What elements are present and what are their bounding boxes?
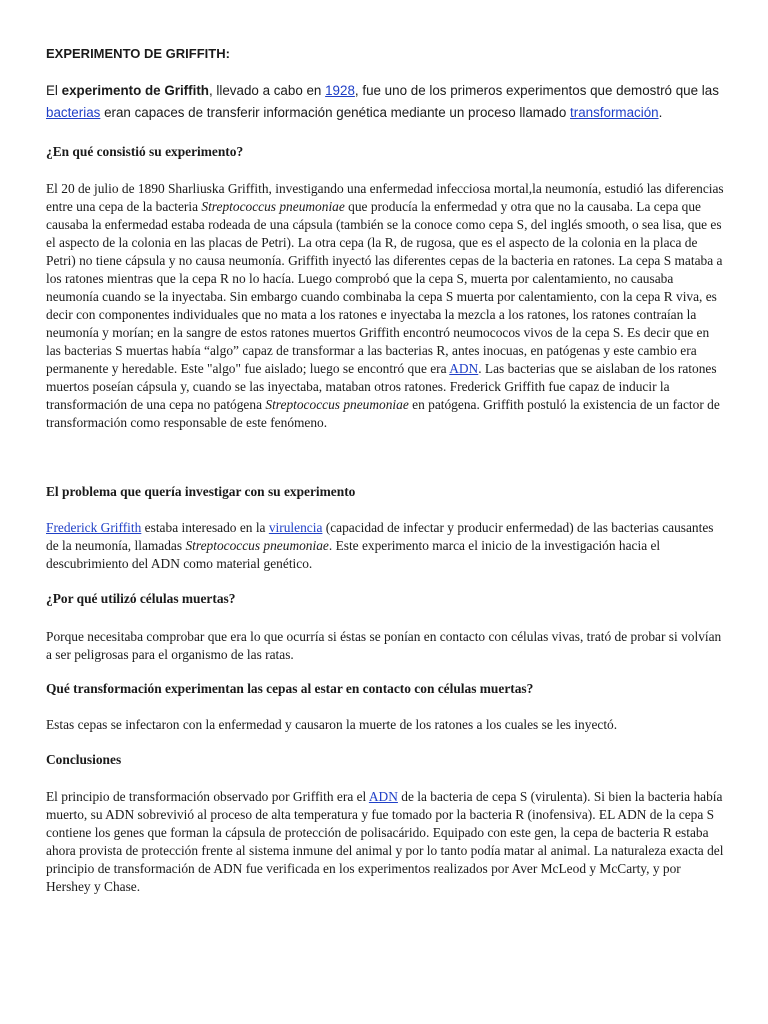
link-adn-conclusiones[interactable]: ADN (368, 789, 398, 804)
link-adn[interactable]: ADN (449, 361, 479, 376)
link-frederick-griffith[interactable]: Frederick Griffith (46, 520, 142, 535)
paragraph-text: que producía la enfermedad y otra que no la causaba. La cepa que causaba la enfermedad estaba rodeada de una cápsula (también se la conoce como cepa S, del inglés smooth, o sea lisa, que es el aspecto de la colonia en las placas de Petri). La otra cepa (la R, de rugosa, que es el aspecto de la colonia en la placa de Petri) no tiene cápsula y no causa neumonía. Griffith inyectó las diferentes cepas de la bacteria en ratones. La cepa S mataba a los ratones mientras que la cepa R no lo hacía. Luego comprobó que la cepa S, muerta por calentamiento, no causaba neumonía cuando se la inyectaba. Sin embargo cuando combinaba la cepa S muerta por calentamiento, con la cepa R viva, es decir con componentes individuales que no mata a los ratones e inyectaba la mezcla a los ratones, los ratones contraían la neumonía y morían; en la sangre de estos ratones muertos Griffith encontró neumococos vivos de la cepa S. Es decir que en las bacterias S muertas había “algo” capaz de transformar a las bacterias R, antes inocuas, en patógenas y este cambio era permanente y heredable. Este "algo" fue aislado; luego se encontró que era (46, 199, 723, 376)
heading-problema: El problema que quería investigar con su experimento (46, 484, 356, 499)
paragraph-text: (capacidad de infectar y producir enfermedad) de las bacterias causantes de la neumonía, llamadas (46, 520, 714, 553)
species-name: Streptococcus pneumoniae (185, 538, 329, 553)
paragraph-conclusiones (46, 788, 724, 896)
intro-text: , llevado a cabo en (208, 83, 326, 98)
intro-paragraph (46, 80, 726, 124)
species-name: Streptococcus pneumoniae (265, 397, 409, 412)
link-1928[interactable]: 1928 (325, 83, 355, 98)
link-virulencia[interactable]: virulencia (268, 520, 323, 535)
link-transformacion[interactable]: transformación (570, 105, 659, 120)
intro-text: eran capaces de transferir información genética mediante un proceso llamado (100, 105, 571, 120)
intro-bold-term: experimento de Griffith (61, 83, 209, 98)
paragraph-problema (46, 519, 724, 573)
heading-celulas-muertas: ¿Por qué utilizó células muertas? (46, 591, 236, 606)
heading-experimento: ¿En qué consistió su experimento? (46, 144, 244, 159)
paragraph-celulas-muertas: Porque necesitaba comprobar que era lo que ocurría si éstas se ponían en contacto con células vivas, trató de probar si volvían a ser peligrosas para el organismo de las ratas. (46, 629, 722, 662)
paragraph-text: de la bacteria de cepa S (virulenta). Si bien la bacteria había muerto, su ADN sobrevivió al proceso de alta temperatura y fue tomado por la bacteria R (inofensiva). EL ADN de la cepa S contiene los genes que forman la cápsula de protección de polisacárido. Equipado con este gen, la cepa de bacteria R estaba ahora provista de protección frente al sistema inmune del animal y por lo tanto podía matar al animal. La naturaleza exacta del principio de transformación de ADN fue verificada en los experimentos realizados por Aver McLeod y McCarty, y por Hershey y Chase. (46, 789, 724, 894)
intro-text: El (46, 83, 62, 98)
paragraph-text: . Las bacterias que se aislaban de los ratones muertos poseían cápsula y, cuando se las inyectaba, mataban otros ratones. Frederick Griffith fue capaz de inducir la transformación de una cepa no patógena (46, 361, 717, 412)
paragraph-text: . Este experimento marca el inicio de la investigación hacia el descubrimiento del ADN como material genético. (46, 538, 661, 571)
document-title: EXPERIMENTO DE GRIFFITH: (46, 46, 230, 61)
paragraph-experimento (46, 180, 724, 432)
species-name: Streptococcus pneumoniae (201, 199, 345, 214)
paragraph-text: El 20 de julio de 1890 Sharliuska Griffith, investigando una enfermedad infecciosa mortal,la neumonía, estudió las diferencias entre una cepa de la bacteria (46, 181, 724, 214)
intro-text: , fue uno de los primeros experimentos que demostró que las (354, 83, 719, 98)
heading-conclusiones: Conclusiones (46, 752, 122, 767)
paragraph-text: en patógena. Griffith postuló la existencia de un factor de transformación como responsable de este fenómeno. (46, 397, 720, 430)
intro-text: . (658, 105, 663, 120)
link-bacterias[interactable]: bacterias (46, 105, 101, 120)
paragraph-transformacion: Estas cepas se infectaron con la enfermedad y causaron la muerte de los ratones a los cuales se les inyectó. (46, 717, 618, 732)
heading-transformacion: Qué transformación experimentan las cepas al estar en contacto con células muertas? (46, 681, 534, 696)
paragraph-text: El principio de transformación observado por Griffith era el (46, 789, 369, 804)
paragraph-text: estaba interesado en la (141, 520, 269, 535)
